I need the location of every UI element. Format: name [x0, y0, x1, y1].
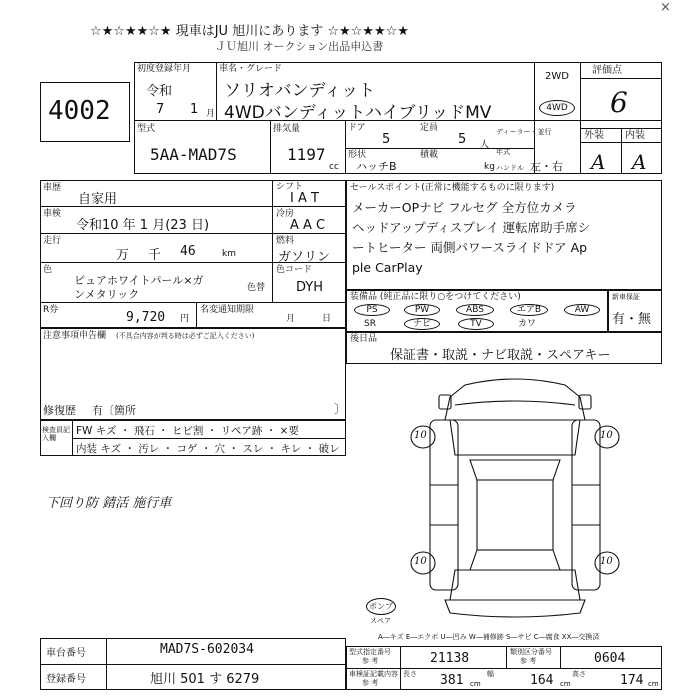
car-windshield: [470, 460, 560, 480]
score-label: 評価点: [592, 65, 622, 76]
fuel-value: ガソリン: [278, 250, 331, 265]
cert-sub: 参 考: [362, 679, 379, 687]
dealer-label: ディーラー・並行: [496, 128, 552, 136]
capacity-unit: kg: [484, 162, 495, 172]
handle-label: ハンドル: [496, 164, 524, 172]
length-value: 381: [440, 673, 464, 688]
drive-4wd: 4WD: [539, 100, 575, 116]
close-icon[interactable]: ×: [660, 0, 671, 15]
car-bumper-line: [455, 401, 575, 405]
car-name-label: 車名・グレード: [219, 64, 283, 74]
inspector-row-exterior: FW キズ ・ 飛石 ・ ヒビ割 ・ リペア跡 ・ ×要: [76, 425, 299, 437]
registration-era: 令和: [146, 84, 173, 99]
selling-points-label: セールスポイント(正常に機能するものに限ります): [350, 183, 555, 193]
seats-unit: 人: [480, 140, 490, 150]
notes-sub: (不具合内容が判る時は必ずご記入ください): [116, 332, 255, 340]
seats-label: 定員: [420, 123, 439, 133]
mileage-sen: 千: [148, 248, 162, 263]
class-no-label: 類別区分番号: [510, 648, 552, 656]
equip-aw[interactable]: AW: [564, 304, 600, 316]
name-change-day: 日: [322, 314, 332, 324]
fuel-label: 燃料: [276, 236, 295, 246]
model-value: 5AA-MAD7S: [150, 145, 237, 164]
damage-legend: A―キズ E―エクボ U―凹み W―補修跡 S―サビ C―腐食 XX―交換済: [378, 633, 600, 641]
car-roof: [477, 480, 553, 550]
type-no-value: 21138: [430, 651, 470, 666]
mileage-unit: km: [222, 249, 236, 259]
warranty-label: 新車保証: [612, 293, 640, 301]
car-diagram: [395, 375, 635, 620]
tire-mark-fr: 10: [600, 430, 613, 441]
registration-year: 7: [156, 102, 165, 117]
color-change-label: 色替: [247, 283, 266, 293]
car-hood: [450, 420, 580, 455]
model-label: 型式: [137, 124, 156, 134]
seats-value: 5: [458, 132, 467, 147]
doors-label: ドア: [348, 123, 366, 133]
attachments-label: 後日品: [350, 334, 378, 344]
selling-point-line: メーカーOPナビ フルセグ 全方位カメラ: [352, 200, 577, 215]
registration-label: 初度登録年月: [137, 64, 192, 74]
doors-value: 5: [382, 132, 391, 147]
attachments-value: 保証書・取説・ナビ取説・スペアキー: [390, 348, 611, 363]
class-no-sub: 参 考: [520, 657, 537, 665]
equipment-label: 装備品 (純正品に限り○をつけてください): [350, 292, 521, 302]
mileage-label: 走行: [43, 236, 62, 246]
car-rear-hatch: [450, 570, 580, 600]
warranty-value[interactable]: 有・無: [612, 312, 652, 327]
mileage-value: 46: [180, 244, 196, 259]
score-value: 6: [610, 86, 628, 119]
shift-label: シフト: [276, 182, 304, 192]
ac-value: A A C: [290, 218, 326, 233]
displacement-label: 排気量: [273, 124, 301, 134]
lot-number: 4002: [48, 96, 111, 126]
tire-mark-fl: 10: [414, 430, 427, 441]
tire-mark-rr: 10: [600, 556, 613, 567]
interior-label: 内装: [625, 130, 645, 141]
repair-bracket-close: 〕: [334, 402, 347, 416]
shape-label: 形状: [348, 150, 367, 160]
width-unit: cm: [560, 680, 571, 688]
height-unit: cm: [648, 680, 659, 688]
color-value-2: ンメタリック: [74, 288, 140, 301]
equip-sr[interactable]: SR: [364, 319, 376, 329]
height-label: 高さ: [572, 670, 586, 678]
selling-point-line: ートヒーター 両側パワースライドドア Ap: [352, 240, 588, 255]
recycle-label: R券: [43, 305, 59, 315]
width-value: 164: [530, 673, 554, 688]
mileage-man: 万: [116, 248, 130, 263]
ac-label: 冷房: [276, 209, 295, 219]
length-label: 長さ: [403, 670, 417, 678]
recycle-value: 9,720: [126, 310, 166, 325]
recycle-unit: 円: [180, 314, 190, 324]
equip-pw[interactable]: PW: [404, 304, 440, 316]
exterior-label: 外装: [584, 130, 604, 141]
color-code: DYH: [296, 280, 324, 295]
spare-label: スペア: [370, 617, 391, 625]
equip-airbag[interactable]: エアB: [510, 304, 548, 316]
car-grade: 4WDバンディットハイブリッドMV: [224, 103, 492, 123]
pump-mark: ポンプ: [366, 598, 396, 615]
interior-value: A: [632, 150, 647, 174]
notes-block: [40, 328, 346, 420]
type-no-sub: 参 考: [362, 657, 379, 665]
car-front-outline: [445, 379, 585, 420]
selling-point-line: ヘッドアップディスプレイ 運転席助手席シ: [352, 220, 591, 235]
capacity-label: 積載: [420, 150, 439, 160]
cert-label: 車検証記載内容: [349, 670, 398, 678]
color-code-label: 色コード: [276, 265, 313, 275]
registration-month: 1: [190, 102, 199, 117]
tire-mark-rl: 10: [414, 556, 427, 567]
height-value: 174: [620, 673, 644, 688]
equip-ps[interactable]: PS: [354, 304, 390, 316]
length-unit: cm: [470, 680, 481, 688]
shift-value: I A T: [290, 191, 319, 206]
handwritten-note: 下回り防 錆活 施行車: [46, 496, 172, 511]
exterior-value: A: [591, 150, 606, 174]
color-label: 色: [43, 265, 53, 275]
handle-value: 左・右: [530, 160, 563, 173]
model-year-label: 年式: [496, 148, 510, 156]
inspection-value: 令和10 年 1 月(23 日): [76, 218, 210, 233]
inspector-label: 検査員記入欄: [42, 426, 70, 442]
chassis-value: MAD7S-602034: [160, 642, 254, 657]
inspection-label: 車検: [43, 209, 62, 219]
color-value-1: ピュアホワイトパール×ガ: [74, 274, 204, 287]
car-rear-window: [470, 550, 560, 570]
repair-label: 修復歴: [43, 404, 76, 417]
plate-value: 旭川 501 す 6279: [150, 672, 260, 687]
displacement-unit: cc: [329, 162, 339, 172]
car-rear-bumper: [445, 600, 585, 617]
class-no-value: 0604: [594, 651, 626, 666]
form-title: ＪＵ旭川 オークション出品申込書: [215, 40, 384, 53]
chassis-label: 車台番号: [46, 648, 86, 659]
notes-label: 注意事項申告欄: [43, 331, 107, 341]
selling-points-text: [352, 198, 590, 278]
displacement-value: 1197: [287, 145, 326, 164]
inspector-row-interior: 内装 キズ ・ 汚レ ・ コゲ ・ 穴 ・ スレ ・ キレ ・ 破レ: [76, 443, 340, 455]
equip-tv[interactable]: TV: [458, 318, 494, 330]
lot-box: [40, 82, 130, 142]
equip-abs[interactable]: ABS: [456, 304, 494, 316]
plate-label: 登録番号: [46, 674, 86, 685]
equip-navi[interactable]: ナビ: [404, 318, 440, 330]
selling-point-line: ple CarPlay: [352, 260, 423, 275]
type-no-label: 型式指定番号: [349, 648, 391, 656]
banner-text: ☆★☆★★☆★ 現車はJU 旭川にあります ☆★☆★★☆★: [90, 24, 409, 39]
car-name: ソリオバンディット: [224, 81, 376, 101]
history-label: 車歴: [43, 183, 62, 193]
shape-value: ハッチB: [356, 160, 397, 173]
drive-2wd: 2WD: [545, 71, 569, 82]
history-value: 自家用: [78, 192, 118, 207]
registration-month-unit: 月: [206, 109, 216, 119]
repair-value: 有〔箇所: [92, 404, 136, 417]
equip-leather[interactable]: カワ: [518, 319, 537, 329]
name-change-month: 月: [286, 314, 296, 324]
width-label: 幅: [487, 670, 494, 678]
name-change-label: 名変通知期限: [200, 305, 255, 315]
